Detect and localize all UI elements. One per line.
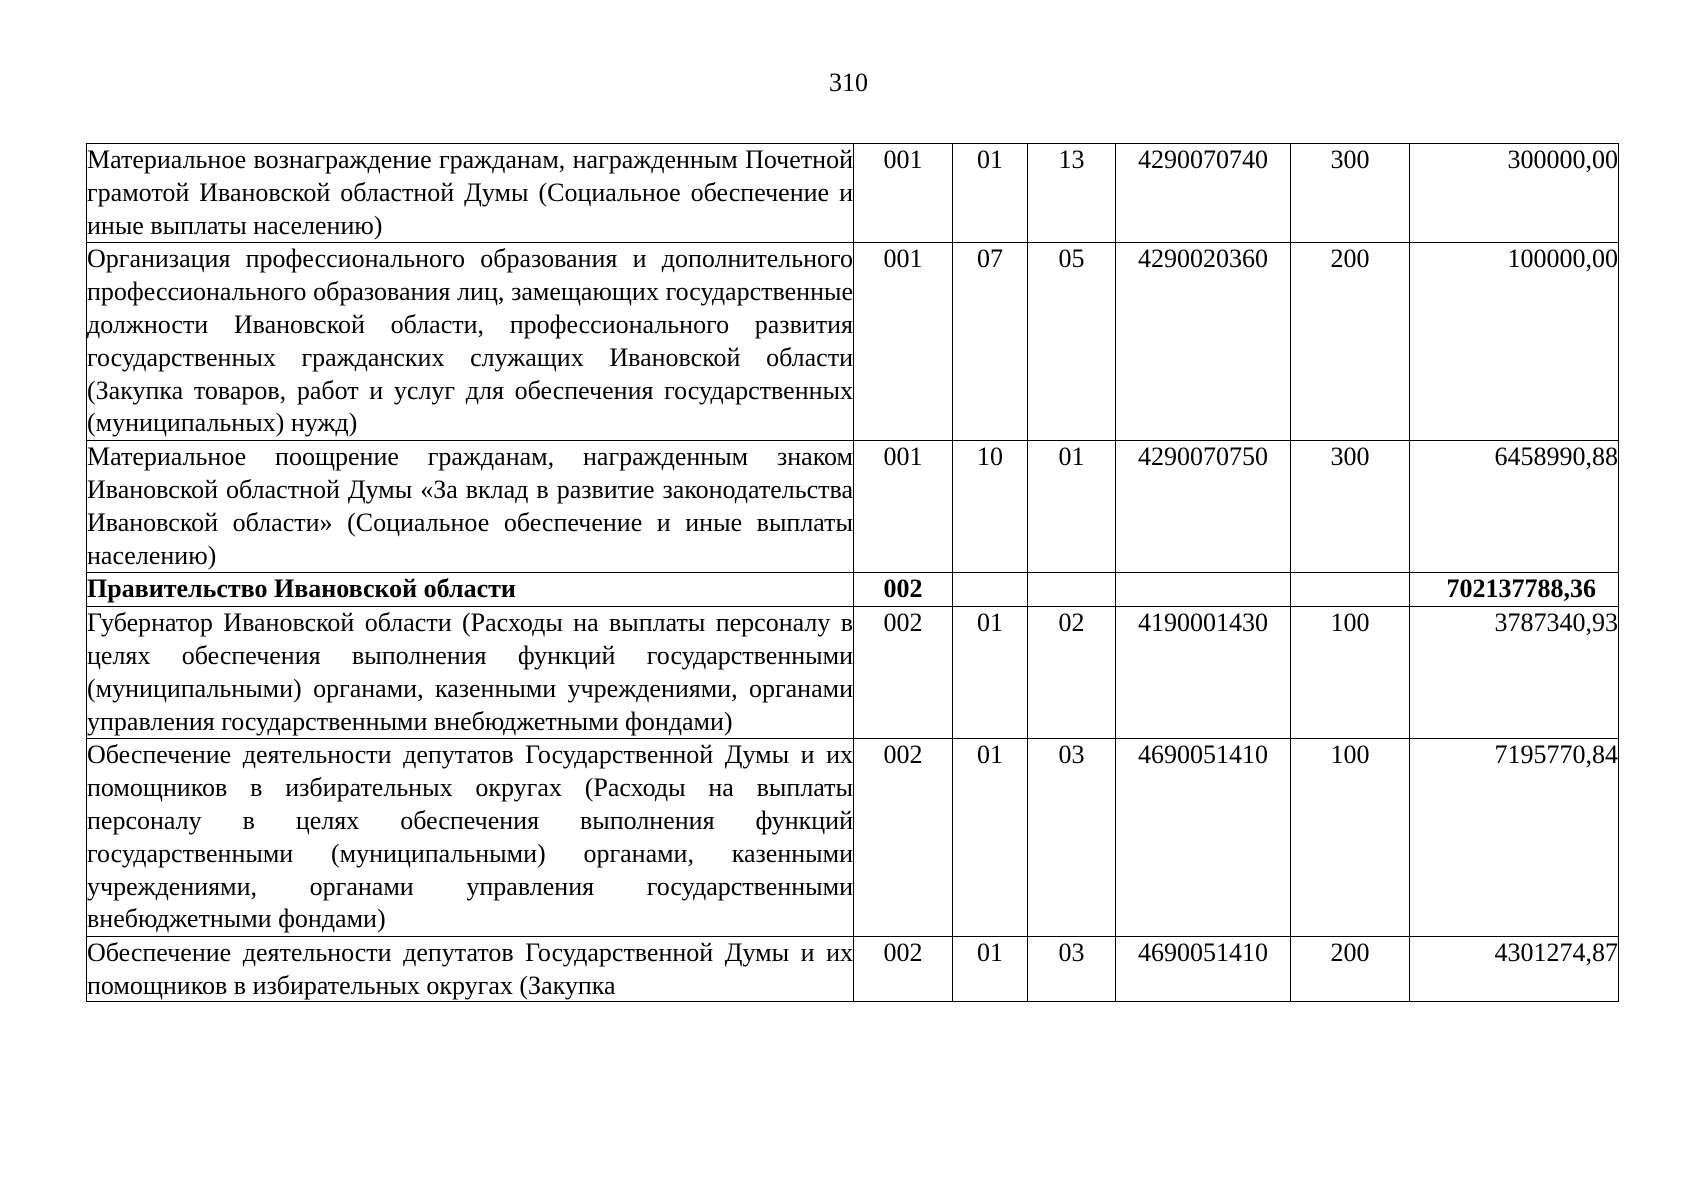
table-row-total bbox=[87, 573, 1619, 607]
row-target-article bbox=[1116, 573, 1291, 607]
row-expense-type: 100 bbox=[1291, 607, 1410, 739]
row-subsection-code: 02 bbox=[1028, 607, 1116, 739]
row-target-article: 4690051410 bbox=[1116, 739, 1291, 937]
row-description: Губернатор Ивановской области (Расходы на выплаты персоналу в целях обеспечения выполнения функций государственными (муниципальными) органами, казенными учреждениями, органами управления государственными внебюджетными фондами) bbox=[87, 607, 854, 739]
row-expense-type: 300 bbox=[1291, 441, 1410, 573]
row-target-article: 4290070740 bbox=[1116, 144, 1291, 243]
budget-table bbox=[86, 143, 1619, 1002]
row-amount: 7195770,84 bbox=[1410, 739, 1619, 937]
row-amount: 3787340,93 bbox=[1410, 607, 1619, 739]
row-ministry-code: 002 bbox=[854, 573, 953, 607]
row-ministry-code: 002 bbox=[854, 607, 953, 739]
row-section-code: 01 bbox=[953, 739, 1028, 937]
table-row bbox=[87, 243, 1619, 441]
row-description: Правительство Ивановской области bbox=[87, 573, 854, 607]
row-section-code: 01 bbox=[953, 144, 1028, 243]
row-expense-type: 200 bbox=[1291, 243, 1410, 441]
row-subsection-code: 03 bbox=[1028, 937, 1116, 1002]
table-row bbox=[87, 607, 1619, 739]
row-subsection-code: 03 bbox=[1028, 739, 1116, 937]
row-ministry-code: 002 bbox=[854, 937, 953, 1002]
row-target-article: 4290070750 bbox=[1116, 441, 1291, 573]
row-ministry-code: 001 bbox=[854, 144, 953, 243]
page-number: 310 bbox=[829, 68, 868, 97]
row-amount: 702137788,36 bbox=[1410, 573, 1619, 607]
row-section-code bbox=[953, 573, 1028, 607]
row-description-text: Обеспечение деятельности депутатов Государственной Думы и их помощников в избирательных округах (Закупка bbox=[87, 938, 853, 1000]
row-ministry-code: 002 bbox=[854, 739, 953, 937]
row-section-code: 01 bbox=[953, 937, 1028, 1002]
row-subsection-code: 05 bbox=[1028, 243, 1116, 441]
table-row bbox=[87, 739, 1619, 937]
row-target-article: 4290020360 bbox=[1116, 243, 1291, 441]
row-amount: 4301274,87 bbox=[1410, 937, 1619, 1002]
table-row bbox=[87, 144, 1619, 243]
row-subsection-code bbox=[1028, 573, 1116, 607]
row-expense-type: 300 bbox=[1291, 144, 1410, 243]
row-subsection-code: 13 bbox=[1028, 144, 1116, 243]
row-description: Обеспечение деятельности депутатов Государственной Думы и их помощников в избирательных округах (Расходы на выплаты персоналу в целях обеспечения выполнения функций государственными (муниципальными) органами, казенными учреждениями, органами управления государственными внебюджетными фондами) bbox=[87, 739, 854, 937]
row-subsection-code: 01 bbox=[1028, 441, 1116, 573]
row-description: Материальное поощрение гражданам, награжденным знаком Ивановской областной Думы «За вклад в развитие законодательства Ивановской области» (Социальное обеспечение и иные выплаты населению) bbox=[87, 441, 854, 573]
row-section-code: 07 bbox=[953, 243, 1028, 441]
row-description: Организация профессионального образования и дополнительного профессионального образования лиц, замещающих государственные должности Ивановской области, профессионального развития государственных гражданских служащих Ивановской области (Закупка товаров, работ и услуг для обеспечения государственных (муниципальных) нужд) bbox=[87, 243, 854, 441]
row-section-code: 01 bbox=[953, 607, 1028, 739]
row-expense-type bbox=[1291, 573, 1410, 607]
row-target-article: 4690051410 bbox=[1116, 937, 1291, 1002]
row-target-article: 4190001430 bbox=[1116, 607, 1291, 739]
row-section-code: 10 bbox=[953, 441, 1028, 573]
row-amount: 300000,00 bbox=[1410, 144, 1619, 243]
row-amount: 100000,00 bbox=[1410, 243, 1619, 441]
row-amount: 6458990,88 bbox=[1410, 441, 1619, 573]
row-expense-type: 200 bbox=[1291, 937, 1410, 1002]
row-ministry-code: 001 bbox=[854, 243, 953, 441]
row-description bbox=[87, 937, 854, 1002]
row-description: Материальное вознаграждение гражданам, награжденным Почетной грамотой Ивановской областной Думы (Социальное обеспечение и иные выплаты населению) bbox=[87, 144, 854, 243]
row-ministry-code: 001 bbox=[854, 441, 953, 573]
table-row bbox=[87, 441, 1619, 573]
table-row bbox=[87, 937, 1619, 1002]
row-expense-type: 100 bbox=[1291, 739, 1410, 937]
